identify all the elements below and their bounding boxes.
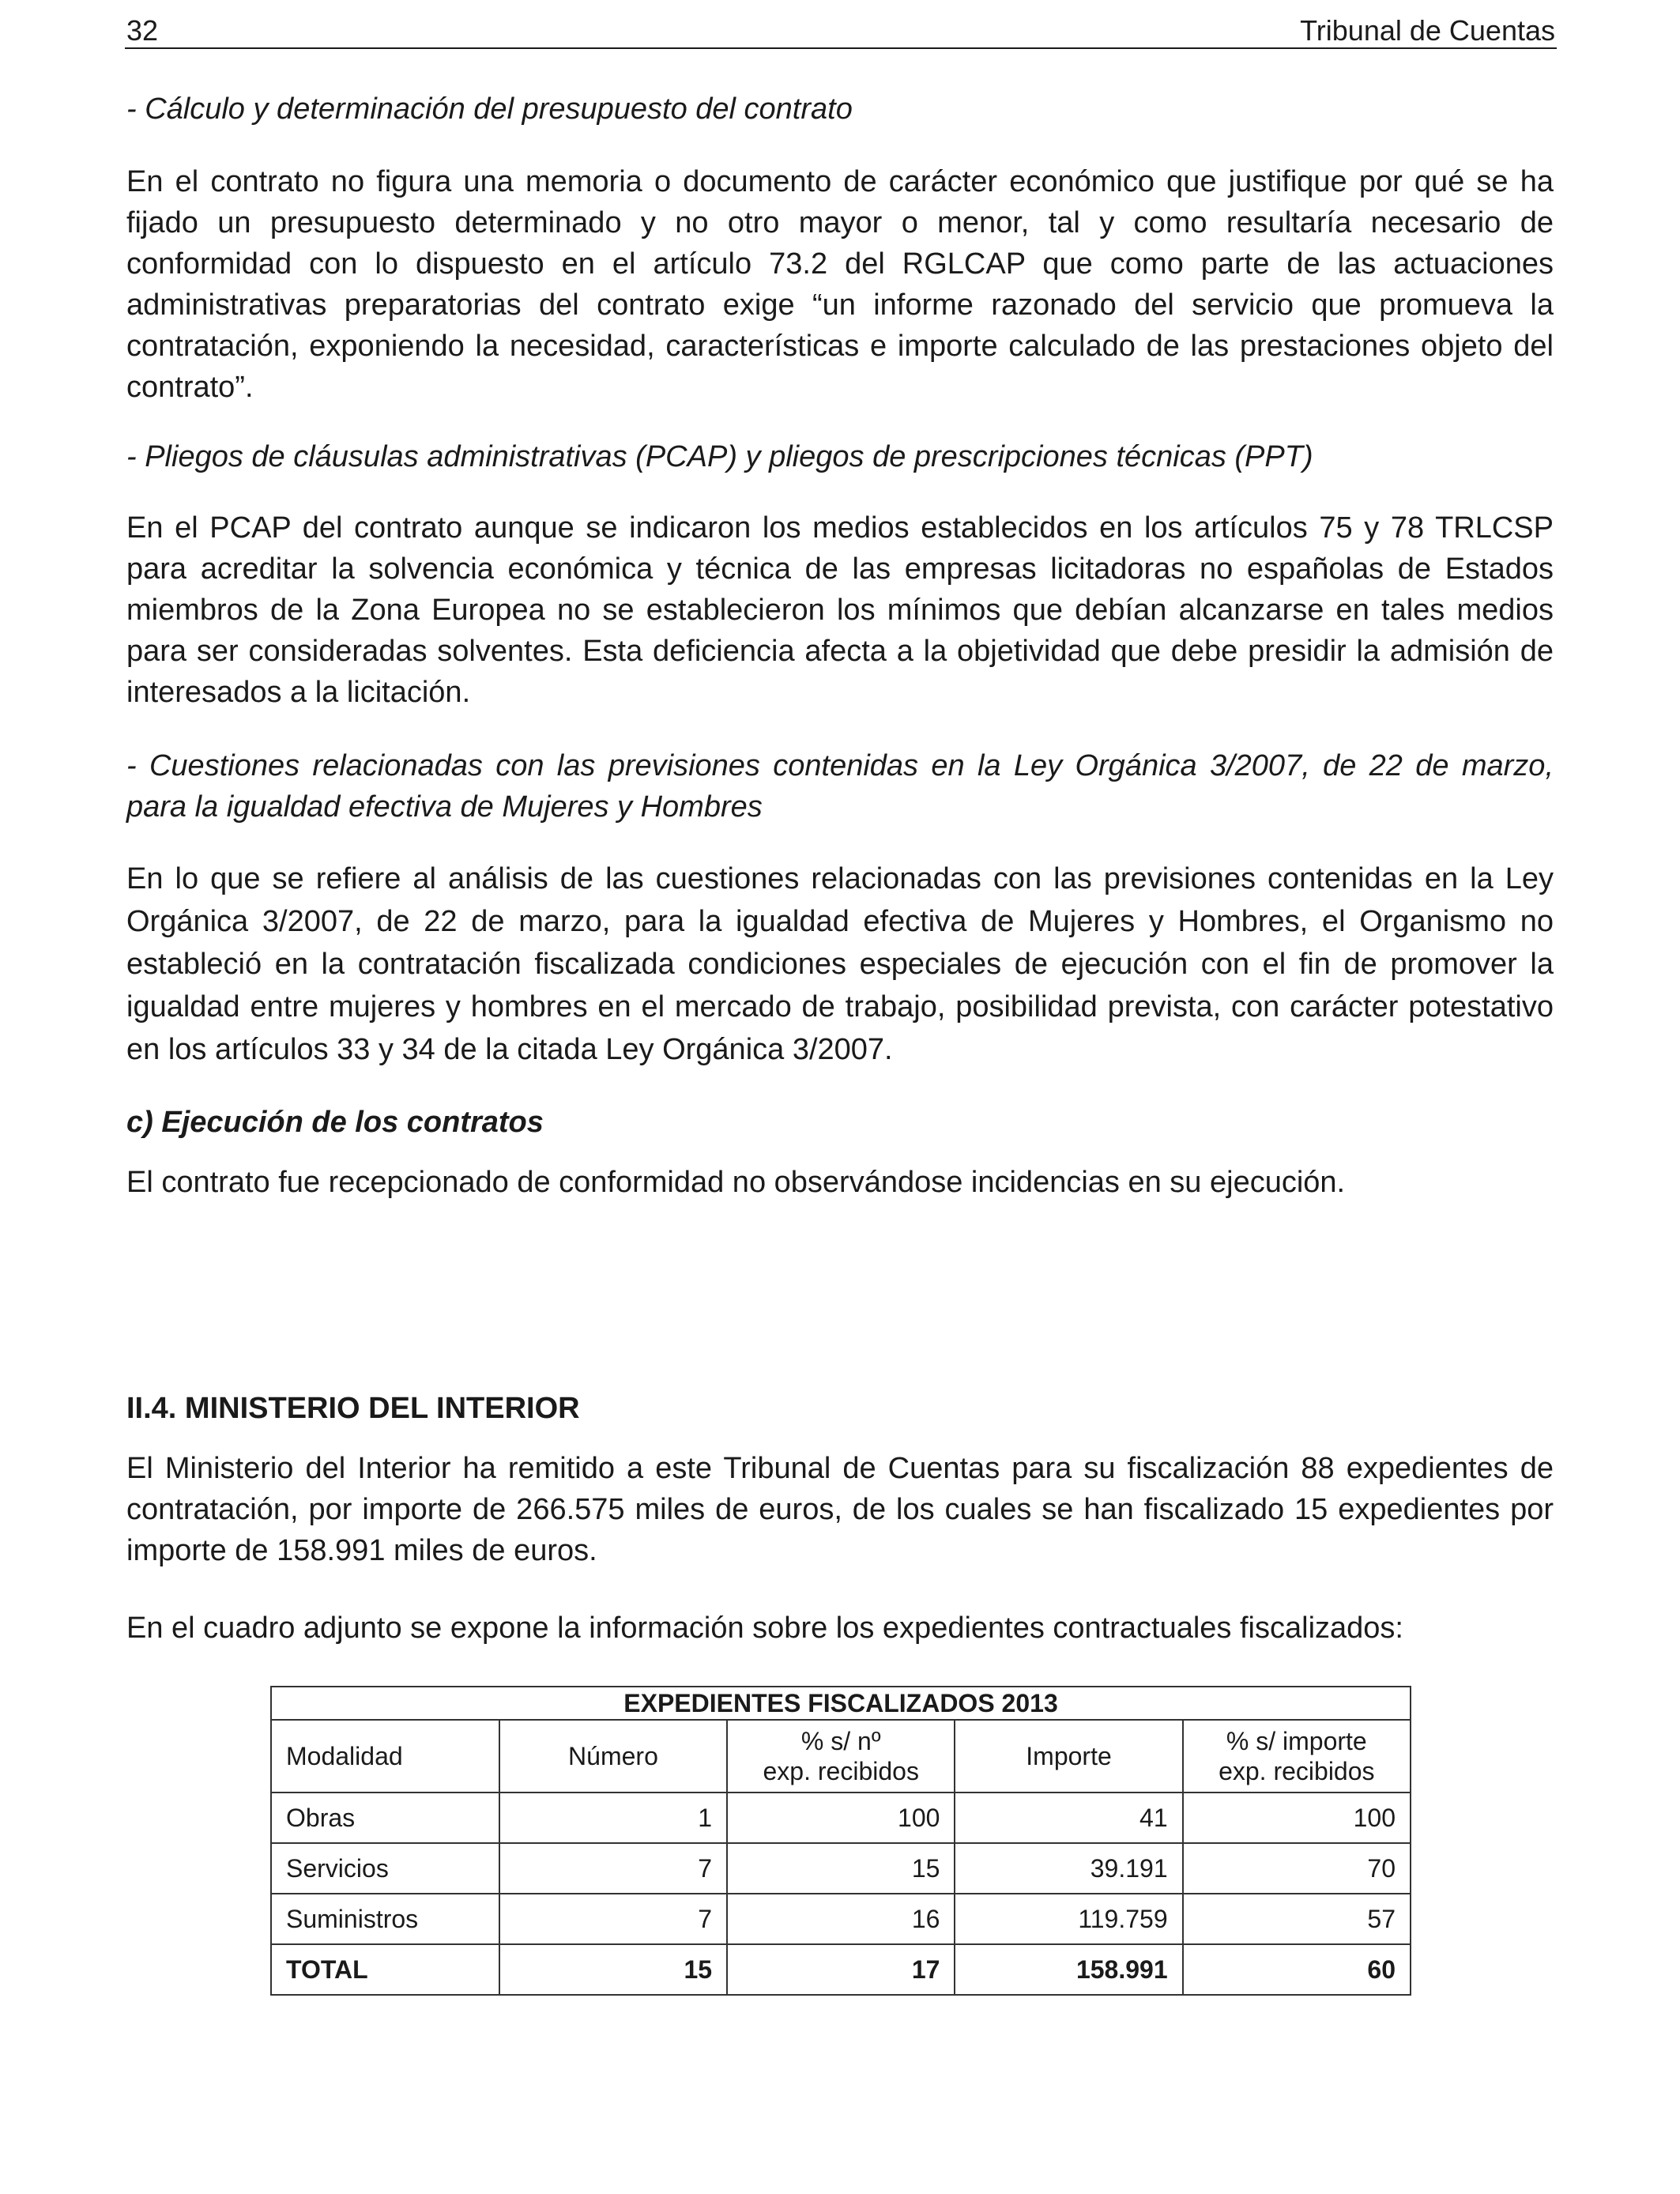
cell-importe: 119.759	[955, 1894, 1182, 1944]
ejecucion-heading: c) Ejecución de los contratos	[126, 1106, 544, 1139]
cell-importe: 41	[955, 1793, 1182, 1843]
table-total-row	[271, 1944, 1411, 1995]
cuadro-intro: En el cuadro adjunto se expone la información sobre los expedientes contractuales fiscalizados:	[126, 1612, 1403, 1645]
header-numero: Número	[499, 1720, 727, 1793]
cell-pct-importe: 57	[1183, 1894, 1411, 1944]
pliegos-paragraph: En el PCAP del contrato aunque se indicaron los medios establecidos en los artículos 75 y 78 TRLCSP para acreditar la solvencia económica y técnica de las empresas licitadoras no españolas de Estados miembros de la Zona Europea no se establecieron los mínimos que debían alcanzarse en tales medios para ser consideradas solventes. Esta deficiencia afecta a la objetividad que debe presidir la admisión de interesados a la licitación.	[126, 511, 1554, 709]
expedientes-table	[270, 1686, 1411, 1996]
header-pct-importe: % s/ importe exp. recibidos	[1183, 1720, 1411, 1793]
table-caption: EXPEDIENTES FISCALIZADOS 2013	[271, 1687, 1411, 1720]
header-pct-numero: % s/ nº exp. recibidos	[727, 1720, 955, 1793]
total-pct-importe: 60	[1183, 1944, 1411, 1995]
ministerio-paragraph: El Ministerio del Interior ha remitido a este Tribunal de Cuentas para su fiscalización 88 expedientes de contratación, por importe de 266.575 miles de euros, de los cuales se han fiscalizado 15 expedientes por importe de 158.991 miles de euros.	[126, 1452, 1554, 1567]
cell-modalidad: Obras	[271, 1793, 499, 1843]
igualdad-heading: - Cuestiones relacionadas con las previsiones contenidas en la Ley Orgánica 3/2007, de 22 de marzo, para la igualdad efectiva de Mujeres y Hombres	[126, 749, 1554, 824]
igualdad-paragraph: En lo que se refiere al análisis de las cuestiones relacionadas con las previsiones contenidas en la Ley Orgánica 3/2007, de 22 de marzo, para la igualdad efectiva de Mujeres y Hombres, el Organismo no estableció en la contratación fiscalizada condiciones especiales de ejecución con el fin de promover la igualdad entre mujeres y hombres en el mercado de trabajo, posibilidad prevista, con carácter potestativo en los artículos 33 y 34 de la citada Ley Orgánica 3/2007.	[126, 862, 1554, 1066]
cell-numero: 7	[499, 1843, 727, 1894]
ejecucion-paragraph: El contrato fue recepcionado de conformidad no observándose incidencias en su ejecución.	[126, 1166, 1346, 1199]
ministerio-heading: II.4. MINISTERIO DEL INTERIOR	[126, 1392, 580, 1425]
page-number: 32	[126, 14, 159, 47]
cell-numero: 1	[499, 1793, 727, 1843]
header-modalidad: Modalidad	[271, 1720, 499, 1793]
total-pct-numero: 17	[727, 1944, 955, 1995]
cell-modalidad: Servicios	[271, 1843, 499, 1894]
total-label: TOTAL	[271, 1944, 499, 1995]
cell-pct-importe: 100	[1183, 1793, 1411, 1843]
running-header	[125, 9, 1557, 49]
header-importe: Importe	[955, 1720, 1182, 1793]
pliegos-heading: - Pliegos de cláusulas administrativas (PCAP) y pliegos de prescripciones técnicas (PPT)	[126, 440, 1313, 473]
table-header-row	[271, 1720, 1411, 1793]
calc-paragraph: En el contrato no figura una memoria o documento de carácter económico que justifique por qué se ha fijado un presupuesto determinado y no otro mayor o menor, tal y como resultaría necesario de conformidad con lo dispuesto en el artículo 73.2 del RGLCAP que como parte de las actuaciones administrativas preparatorias del contrato exige “un informe razonado del servicio que promueva la contratación, exponiendo la necesidad, características e importe calculado de las prestaciones objeto del contrato”.	[126, 165, 1554, 404]
total-importe: 158.991	[955, 1944, 1182, 1995]
calc-heading: - Cálculo y determinación del presupuesto del contrato	[126, 92, 853, 126]
table-row	[271, 1843, 1411, 1894]
table-row	[271, 1793, 1411, 1843]
cell-pct-importe: 70	[1183, 1843, 1411, 1894]
total-numero: 15	[499, 1944, 727, 1995]
cell-pct-numero: 15	[727, 1843, 955, 1894]
cell-pct-numero: 16	[727, 1894, 955, 1944]
table-row	[271, 1894, 1411, 1944]
table-caption-row	[271, 1687, 1411, 1720]
cell-numero: 7	[499, 1894, 727, 1944]
cell-pct-numero: 100	[727, 1793, 955, 1843]
publisher-name: Tribunal de Cuentas	[1300, 14, 1555, 47]
cell-importe: 39.191	[955, 1843, 1182, 1894]
cell-modalidad: Suministros	[271, 1894, 499, 1944]
